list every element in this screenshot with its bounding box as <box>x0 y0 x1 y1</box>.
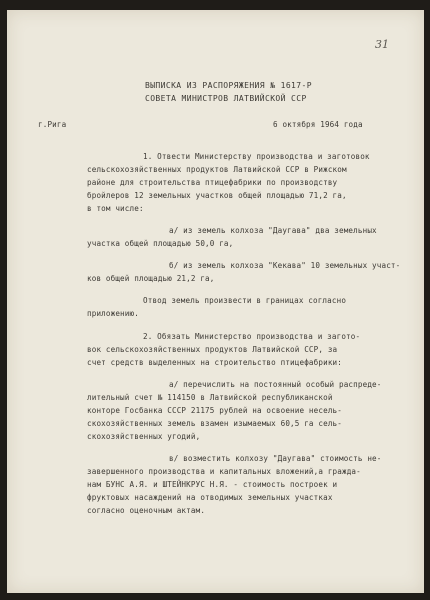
body-line: участка общей площадью 50,0 га, <box>87 239 234 248</box>
body-line: в/ возместить колхозу "Даугава" стоимость не- <box>169 454 382 463</box>
body-line: вок сельскохозяйственных продуктов Латвийской ССР, за <box>87 345 338 354</box>
body-line: скохозяйственных угодий, <box>87 432 201 441</box>
body-line: б/ из земель колхоза "Кекава" 10 земельных участ- <box>169 261 401 270</box>
body-line: конторе Госбанка СССР 21175 рублей на освоение несель- <box>87 406 342 415</box>
body-line: а/ перечислить на постоянный особый распреде- <box>169 380 382 389</box>
body-line: приложению. <box>87 309 139 318</box>
archive-page-number: 31 <box>375 38 389 51</box>
document-page <box>7 10 424 593</box>
body-line: согласно оценочным актам. <box>87 506 206 515</box>
body-line: счет средств выделенных на строительство птицефабрики: <box>87 358 342 367</box>
body-line: лительный счет № 114150 в Латвийской республиканской <box>87 393 333 402</box>
body-line: 1. Отвести Министерству производства и заготовок <box>143 152 370 161</box>
place-of-issue: г.Рига <box>38 120 67 129</box>
body-line: скохозяйственных земель взамен изымаемых 60,5 га сель- <box>87 419 342 428</box>
body-line: 2. Обязать Министерство производства и загото- <box>143 332 361 341</box>
body-line: в том числе: <box>87 204 144 213</box>
body-line: районе для строительства птицефабрики по производству <box>87 178 338 187</box>
body-line: а/ из земель колхоза "Даугава" два земельных <box>169 226 377 235</box>
document-date: 6 октября 1964 года <box>273 120 363 129</box>
body-line: сельскохозяйственных продуктов Латвийской ССР в Рижском <box>87 165 347 174</box>
body-line: нам БУНС А.Я. и ШТЕЙНКРУС Н.Я. - стоимость построек и <box>87 480 338 489</box>
body-line: фруктовых насаждений на отводимых земельных участках <box>87 493 333 502</box>
document-title-line-2: СОВЕТА МИНИСТРОВ ЛАТВИЙСКОЙ ССР <box>145 94 307 103</box>
document-title-line-1: ВЫПИСКА ИЗ РАСПОРЯЖЕНИЯ № 1617-Р <box>145 81 312 90</box>
body-line: завершенного производства и капитальных вложений,а гражда- <box>87 467 361 476</box>
body-line: бройлеров 12 земельных участков общей площадью 71,2 га, <box>87 191 347 200</box>
body-line: Отвод земель произвести в границах согласно <box>143 296 347 305</box>
body-line: ков общей площадью 21,2 га, <box>87 274 215 283</box>
